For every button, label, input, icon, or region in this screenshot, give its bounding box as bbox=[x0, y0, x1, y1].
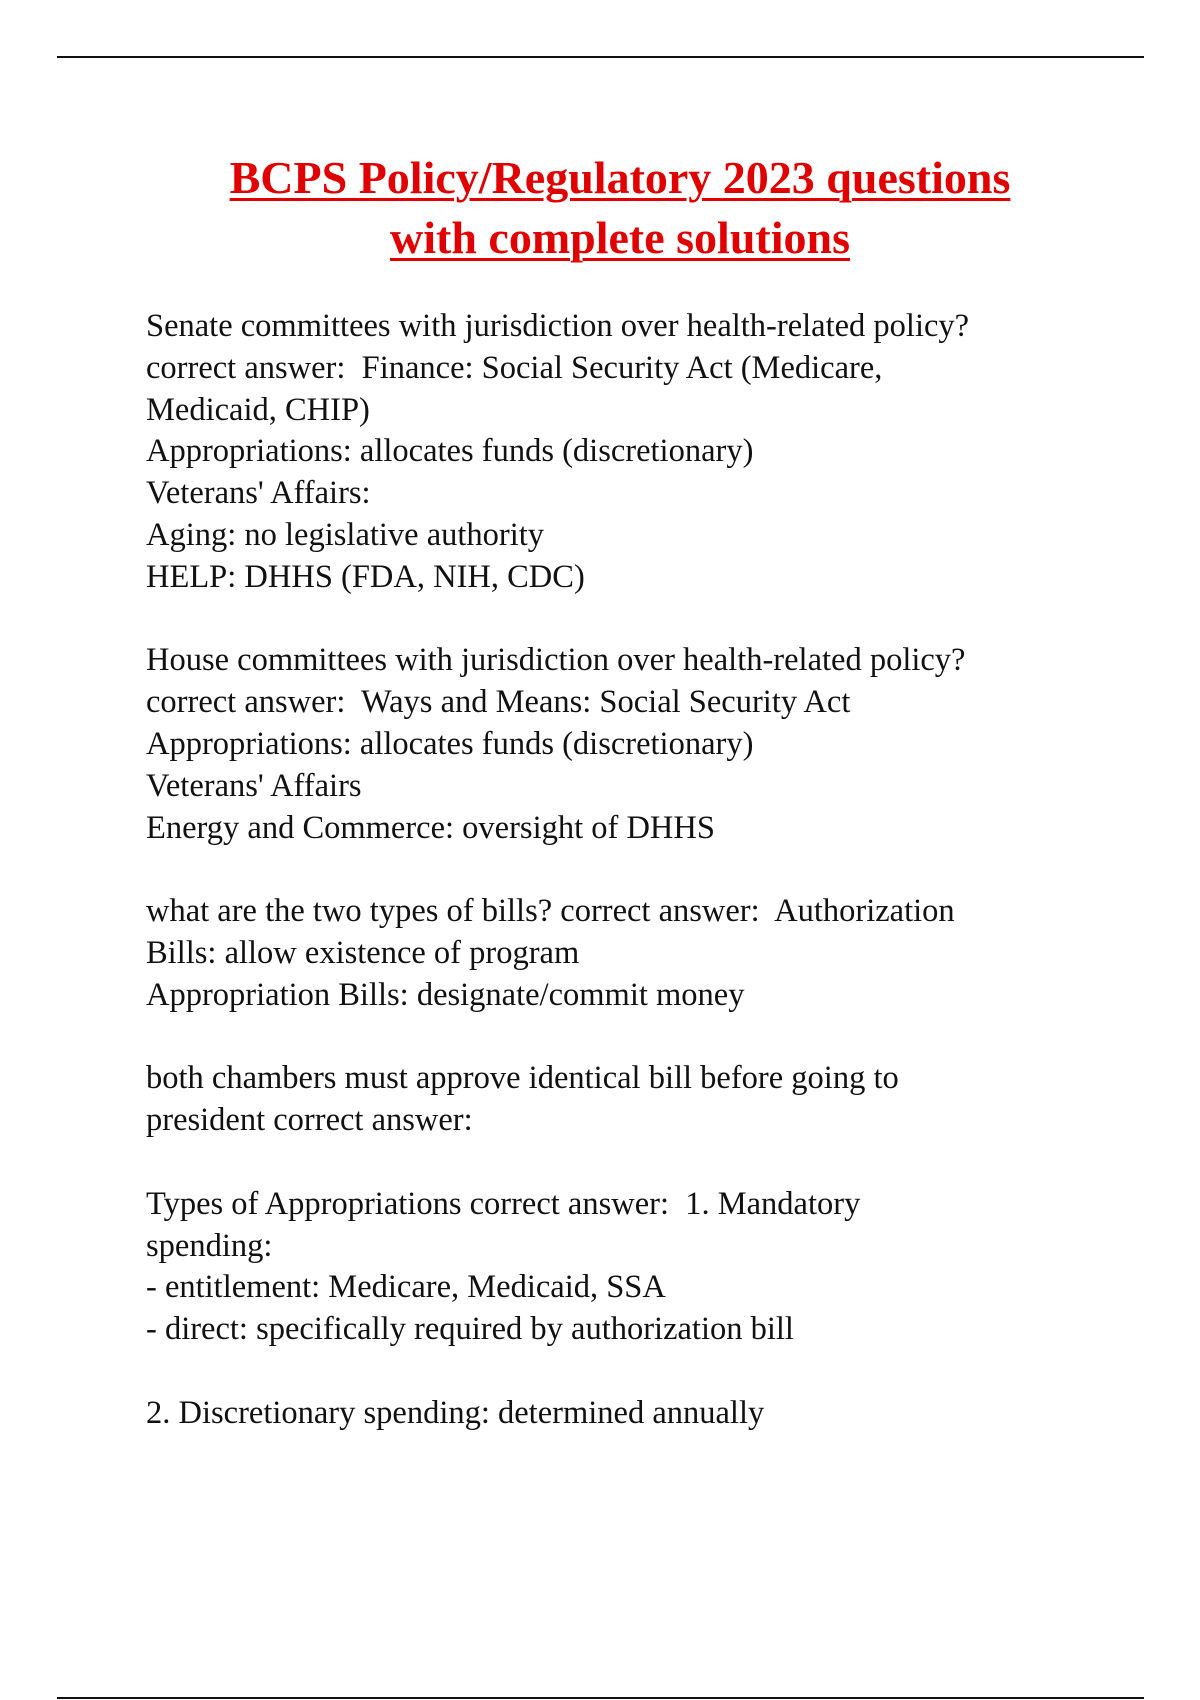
text-line: Medicaid, CHIP) bbox=[146, 391, 370, 428]
text-line: 2. Discretionary spending: determined annually bbox=[146, 1394, 765, 1431]
text-line: Senate committees with jurisdiction over health-related policy? bbox=[146, 308, 970, 344]
qa-block-both-chambers bbox=[146, 1058, 1146, 1142]
qa-block-senate-committees bbox=[146, 306, 1146, 599]
qa-block-types-of-bills bbox=[146, 891, 1146, 1016]
text-line: spending: bbox=[146, 1227, 273, 1264]
bottom-rule bbox=[57, 1697, 1144, 1699]
paragraph-gap bbox=[146, 1351, 1146, 1393]
text-line: Veterans' Affairs bbox=[146, 767, 362, 804]
text-line: Types of Appropriations correct answer: 1. Mandatory bbox=[146, 1185, 861, 1222]
text-line: correct answer: Finance: Social Security Act (Medicare, bbox=[146, 349, 883, 386]
text-line: correct answer: Ways and Means: Social Security Act bbox=[146, 684, 851, 721]
text-line: - direct: specifically required by authorization bill bbox=[146, 1311, 794, 1348]
title-line-2: with complete solutions bbox=[390, 212, 850, 263]
document-title bbox=[100, 148, 1140, 268]
text-line: Bills: allow existence of program bbox=[146, 934, 580, 971]
text-line: House committees with jurisdiction over health-related policy? bbox=[146, 642, 966, 679]
text-line: what are the two types of bills? correct answer: Authorization bbox=[146, 893, 955, 930]
text-line: Energy and Commerce: oversight of DHHS bbox=[146, 809, 715, 846]
title-line-1: BCPS Policy/Regulatory 2023 questions bbox=[229, 152, 1011, 203]
text-line: - entitlement: Medicare, Medicaid, SSA bbox=[146, 1269, 666, 1306]
text-line: both chambers must approve identical bill before going to bbox=[146, 1060, 899, 1097]
text-line: HELP: DHHS (FDA, NIH, CDC) bbox=[146, 558, 585, 595]
text-line: Aging: no legislative authority bbox=[146, 516, 545, 553]
text-line: president correct answer: bbox=[146, 1102, 473, 1139]
document-body bbox=[146, 306, 1146, 1435]
text-line: Veterans' Affairs: bbox=[146, 475, 371, 512]
qa-block-types-of-appropriations bbox=[146, 1184, 1146, 1351]
text-line: Appropriations: allocates funds (discretionary) bbox=[146, 725, 754, 762]
text-line: Appropriations: allocates funds (discretionary) bbox=[146, 433, 754, 470]
qa-block-house-committees bbox=[146, 640, 1146, 849]
paragraph-gap bbox=[146, 599, 1146, 641]
top-rule bbox=[57, 56, 1144, 58]
paragraph-gap bbox=[146, 1017, 1146, 1059]
paragraph-gap bbox=[146, 1142, 1146, 1184]
paragraph-gap bbox=[146, 849, 1146, 891]
text-line: Appropriation Bills: designate/commit money bbox=[146, 976, 745, 1013]
qa-block-discretionary-spending bbox=[146, 1393, 1146, 1435]
